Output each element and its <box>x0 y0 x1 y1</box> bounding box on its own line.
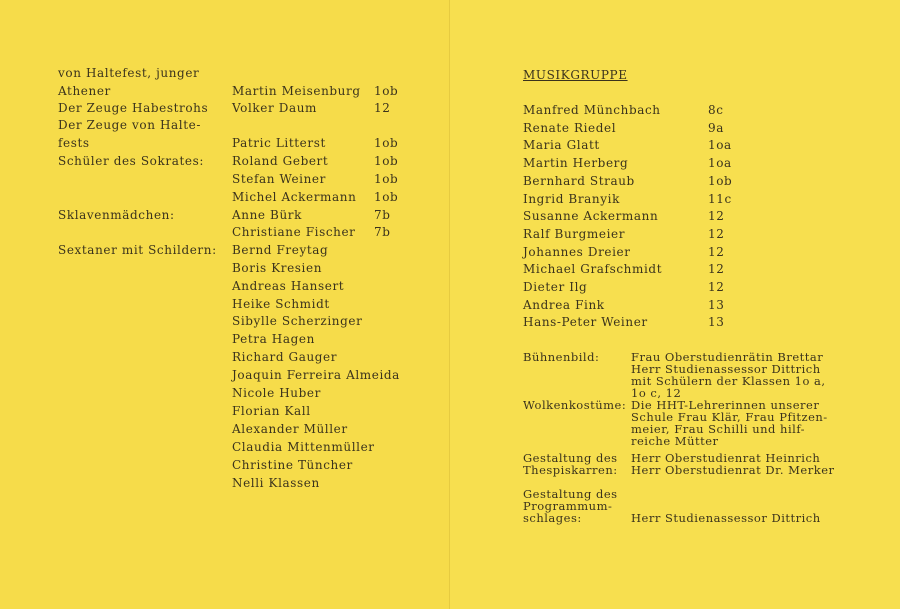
cast-actor: Petra Hagen <box>232 332 315 346</box>
member-class: 8c <box>708 103 724 117</box>
member-class: 11c <box>708 191 732 206</box>
member-name: Ingrid Branyik <box>523 191 620 206</box>
member-name: Ralf Burgmeier <box>523 226 626 241</box>
cast-actor: Bernd Freytag <box>232 243 329 257</box>
member-name: Johannes Dreier <box>523 244 631 259</box>
credit-label: Bühnenbild: <box>523 350 600 364</box>
member-class: 1oa <box>708 138 732 153</box>
member-class: 12 <box>708 262 725 277</box>
member-name: Susanne Ackermann <box>523 209 659 224</box>
member-class: 1ob <box>708 173 733 188</box>
member-name: Dieter Ilg <box>523 280 588 294</box>
credit-value: Herr Oberstudienrat Dr. Merker <box>631 463 835 477</box>
cast-actor: Anne Bürk <box>232 208 302 222</box>
member-class: 9a <box>708 120 724 135</box>
member-name: Renate Riedel <box>523 120 617 135</box>
credit-value: Die HHT-Lehrerinnen unserer <box>631 398 820 412</box>
cast-role: fests <box>58 136 90 150</box>
member-name: Hans-Peter Weiner <box>523 315 648 330</box>
cast-actor: Martin Meisenburg <box>232 84 361 98</box>
credit-value: Schule Frau Klär, Frau Pfitzen- <box>631 410 828 424</box>
member-name: Martin Herberg <box>523 156 629 171</box>
member-class: 13 <box>708 297 725 312</box>
cast-actor: Stefan Weiner <box>232 172 326 186</box>
credit-label: Thespiskarren: <box>523 463 618 477</box>
member-class: 12 <box>708 226 725 241</box>
member-class: 12 <box>708 280 725 294</box>
member-class: 13 <box>708 315 725 330</box>
cast-actor: Heike Schmidt <box>232 297 330 311</box>
cast-actor: Sibylle Scherzinger <box>232 314 363 328</box>
music-group-title: MUSIKGRUPPE <box>523 68 628 82</box>
cast-actor: Nelli Klassen <box>232 476 320 490</box>
credit-value: Herr Oberstudienrat Heinrich <box>631 451 821 465</box>
cast-role: von Haltefest, junger <box>58 66 200 80</box>
member-name: Andrea Fink <box>523 297 605 312</box>
cast-actor: Florian Kall <box>232 404 311 418</box>
cast-actor: Michel Ackermann <box>232 190 357 204</box>
right-page <box>450 0 900 609</box>
member-class: 12 <box>708 209 725 224</box>
member-class: 12 <box>708 244 725 259</box>
credit-value: meier, Frau Schilli und hilf- <box>631 422 806 436</box>
member-class: 1oa <box>708 156 732 171</box>
cast-class: 1ob <box>374 190 399 204</box>
cast-actor: Nicole Huber <box>232 386 321 400</box>
cast-actor: Roland Gebert <box>232 154 329 168</box>
cast-class: 7b <box>374 225 391 239</box>
credit-label: Gestaltung des <box>523 487 618 501</box>
credit-value: Herr Studienassessor Dittrich <box>631 511 821 525</box>
member-name: Maria Glatt <box>523 138 600 153</box>
credit-value: 1o c, 12 <box>631 386 682 400</box>
member-name: Manfred Münchbach <box>523 103 661 117</box>
cast-class: 1ob <box>374 172 399 186</box>
credit-value: reiche Mütter <box>631 434 719 448</box>
cast-role: Sextaner mit Schildern: <box>58 243 217 257</box>
credit-label: Programmum- <box>523 499 613 513</box>
cast-class: 12 <box>374 101 391 115</box>
member-name: Bernhard Straub <box>523 173 635 188</box>
cast-actor: Boris Kresien <box>232 261 323 275</box>
cast-class: 7b <box>374 208 391 222</box>
member-name: Michael Grafschmidt <box>523 262 663 277</box>
cast-actor: Christine Tüncher <box>232 458 353 472</box>
cast-class: 1ob <box>374 154 399 168</box>
cast-actor: Volker Daum <box>232 101 318 115</box>
cast-role: Sklavenmädchen: <box>58 208 175 222</box>
cast-actor: Richard Gauger <box>232 350 338 364</box>
cast-role: Der Zeuge Habestrohs <box>58 101 209 115</box>
cast-actor: Alexander Müller <box>232 422 348 436</box>
cast-actor: Joaquin Ferreira Almeida <box>232 368 400 382</box>
credit-value: Herr Studienassessor Dittrich <box>631 362 821 376</box>
cast-actor: Patric Litterst <box>232 136 326 150</box>
credit-value: mit Schülern der Klassen 1o a, <box>631 374 826 388</box>
cast-class: 1ob <box>374 136 399 150</box>
cast-class: 1ob <box>374 84 399 98</box>
credit-value: Frau Oberstudienrätin Brettar <box>631 350 824 364</box>
credit-label: Wolkenkostüme: <box>523 398 627 412</box>
cast-role: Der Zeuge von Halte- <box>58 118 202 132</box>
cast-actor: Claudia Mittenmüller <box>232 440 375 454</box>
cast-actor: Andreas Hansert <box>232 279 345 293</box>
credit-label: schlages: <box>523 511 582 525</box>
cast-role: Athener <box>58 84 111 98</box>
cast-role: Schüler des Sokrates: <box>58 154 204 168</box>
credit-label: Gestaltung des <box>523 451 618 465</box>
cast-actor: Christiane Fischer <box>232 225 356 239</box>
